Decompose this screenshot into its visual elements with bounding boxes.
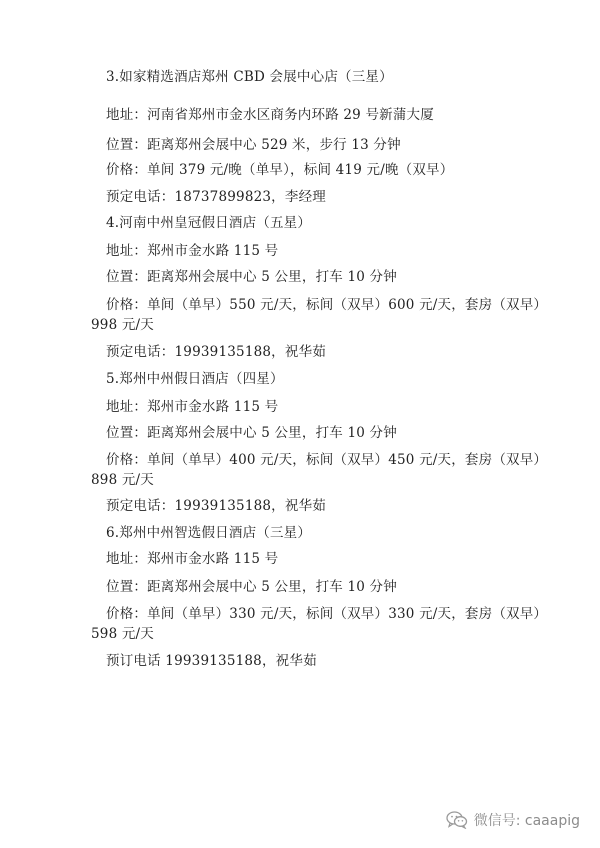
hotel-address: 地址：郑州市金水路 115 号 — [106, 399, 279, 415]
hotel-location: 位置：距离郑州会展中心 5 公里，打车 10 分钟 — [106, 269, 397, 285]
hotel-price-continued: 598 元/天 — [91, 626, 155, 642]
hotel-heading: 4.河南中州皇冠假日酒店（五星） — [106, 215, 312, 231]
hotel-price: 价格：单间（单早）550 元/天，标间（双早）600 元/天，套房（双早） — [106, 297, 548, 313]
wechat-watermark — [446, 810, 580, 830]
hotel-price: 价格：单间 379 元/晚（单早），标间 419 元/晚（双早） — [106, 162, 454, 178]
hotel-heading: 5.郑州中州假日酒店（四星） — [106, 371, 284, 387]
hotel-price-continued: 998 元/天 — [91, 317, 155, 333]
hotel-address: 地址：郑州市金水路 115 号 — [106, 243, 279, 259]
hotel-price-continued: 898 元/天 — [91, 472, 155, 488]
wechat-icon — [446, 811, 468, 829]
hotel-price: 价格：单间（单早）330 元/天，标间（双早）330 元/天，套房（双早） — [106, 606, 548, 622]
watermark-text: 微信号: caaapig — [473, 813, 580, 829]
hotel-location: 位置：距离郑州会展中心 5 公里，打车 10 分钟 — [106, 579, 397, 595]
hotel-location: 位置：距离郑州会展中心 529 米，步行 13 分钟 — [106, 137, 401, 153]
hotel-contact: 预订电话 19939135188，祝华茹 — [106, 653, 317, 669]
hotel-contact: 预定电话：18737899823，李经理 — [106, 189, 326, 205]
hotel-heading: 3.如家精选酒店郑州 CBD 会展中心店（三星） — [106, 69, 393, 85]
hotel-location: 位置：距离郑州会展中心 5 公里，打车 10 分钟 — [106, 425, 397, 441]
hotel-contact: 预定电话：19939135188，祝华茹 — [106, 498, 326, 514]
hotel-address: 地址：河南省郑州市金水区商务内环路 29 号新蒲大厦 — [106, 107, 434, 123]
hotel-price: 价格：单间（单早）400 元/天，标间（双早）450 元/天，套房（双早） — [106, 452, 548, 468]
hotel-heading: 6.郑州中州智选假日酒店（三星） — [106, 525, 312, 541]
hotel-address: 地址：郑州市金水路 115 号 — [106, 551, 279, 567]
hotel-contact: 预定电话：19939135188，祝华茹 — [106, 344, 326, 360]
